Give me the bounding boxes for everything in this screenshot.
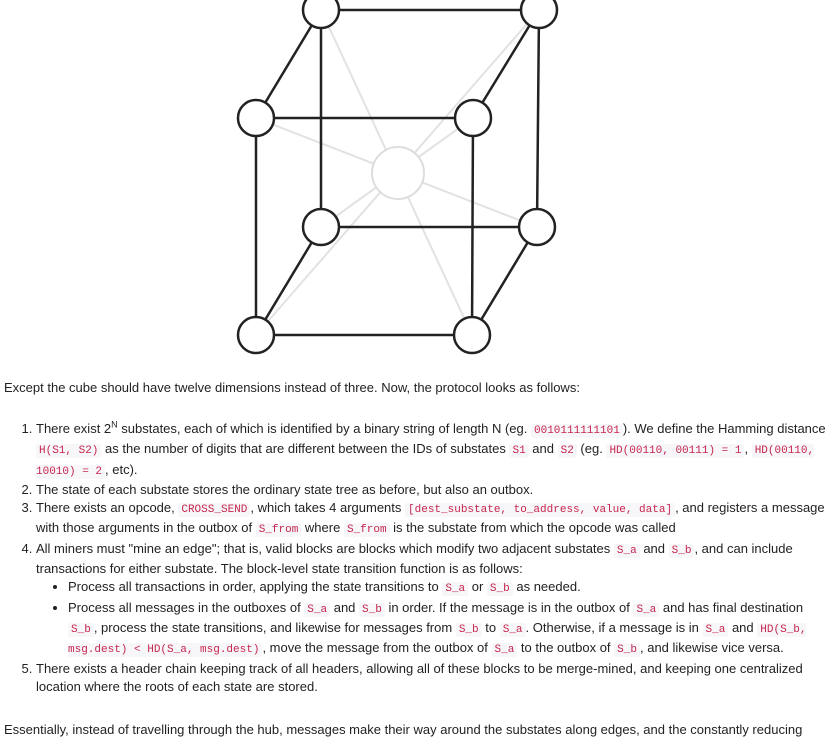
- inline-code: S_b: [456, 623, 482, 637]
- cube-node: [238, 317, 274, 353]
- inline-code: S_b: [359, 603, 385, 617]
- inline-code: [dest_substate, to_address, value, data]: [405, 503, 675, 517]
- inline-code: S_b: [614, 643, 640, 657]
- inline-code: S_a: [492, 643, 518, 657]
- substep-item: • Process all messages in the outboxes of S_a and S_b in order. If the message is in the outbox of S_a and has final destination S_b , process the state transitions, and likewise for messages from S_b to S_a . Otherwise, if a message is in S_a and HD(S_b, msg.dest) < HD(S_a, msg.dest) , move the message from the outbox of S_a to the outbox of S_b , and likewise vice versa.: [68, 599, 826, 660]
- cube-node: [454, 317, 490, 353]
- inline-code: H(S1, S2): [36, 444, 101, 458]
- inline-code: S_from: [344, 523, 390, 537]
- inline-code: HD(00110, 10010) = 2: [36, 445, 815, 478]
- step-item: 1. There exist $2^N$ substates, each of which is identified by a binary string of length N (eg. 0010111111101 ). We define the Hamming distance H(S1, S2) as the number of digits that are different between the IDs of substates S1 and S2 (eg. HD(00110, 00111) = 1 , HD(00110, 10010) = 2 , etc).: [36, 420, 826, 481]
- inline-code: HD(S_b, msg.dest) < HD(S_a, msg.dest): [68, 623, 807, 657]
- cube-node: [519, 209, 555, 245]
- step-item: 3. There exists an opcode, CROSS_SEND , which takes 4 arguments [dest_substate, to_address, value, data] , and registers a message with those arguments in the outbox of S_from where S_from is the substate from which the opcode was called: [36, 499, 826, 540]
- inline-code: S_a: [703, 623, 729, 637]
- substep-item: • Process all transactions in order, applying the state transitions to S_a or S_b as needed.: [68, 578, 826, 598]
- inline-code: CROSS_SEND: [178, 503, 250, 517]
- step-item: 4. All miners must "mine an edge"; that is, valid blocks are blocks which modify two adjacent substates S_a and S_b , and can include transactions for either substate. The block-level state transition function is as follows: • Process all transactions in order, applying the state transitions to S_a or S_b as needed. • Process all messages in the outboxes of S_a and S_b in order. If the message is in the outbox of S_a and has final destination S_b , process the state transitions, and likewise for messages from S_b to S_a . Otherwise, if a message is in S_a and HD(S_b, msg.dest) < HD(S_a, msg.dest) , move the message from the outbox of S_a to the outbox of S_b , and likewise vice versa.: [36, 540, 826, 660]
- step-item: 2. The state of each substate stores the ordinary state tree as before, but also an outbox.: [36, 481, 826, 499]
- inline-code: 0010111111101: [531, 424, 623, 438]
- inline-code: S1: [509, 444, 528, 458]
- hub-node: [372, 147, 424, 199]
- inline-code: S_a: [614, 544, 640, 558]
- cube-node: [455, 100, 491, 136]
- step-item: 5. There exists a header chain keeping track of all headers, allowing all of these blocks to be merge-mined, and keeping one centralized location where the roots of each state are stored.: [36, 660, 826, 697]
- cube-node: [303, 0, 339, 28]
- inline-code: S_from: [256, 523, 302, 537]
- protocol-steps: [0, 420, 826, 696]
- cube-node: [303, 209, 339, 245]
- inline-code: S_a: [633, 603, 659, 617]
- intro-paragraph: Except the cube should have twelve dimensions instead of three. Now, the protocol looks as follows:: [4, 380, 580, 395]
- inline-code: S_b: [68, 623, 94, 637]
- inline-code: S_b: [487, 582, 513, 596]
- transition-substeps: [36, 578, 826, 659]
- hypercube-figure: [0, 0, 804, 360]
- inline-code: S_a: [304, 603, 330, 617]
- cube-node: [238, 100, 274, 136]
- cube-node: [521, 0, 557, 28]
- inline-code: HD(00110, 00111) = 1: [606, 444, 744, 458]
- inline-code: S_a: [500, 623, 526, 637]
- inline-code: S2: [558, 444, 577, 458]
- inline-code: S_b: [669, 544, 695, 558]
- inline-code: S_a: [442, 582, 468, 596]
- outro-paragraph: Essentially, instead of travelling through the hub, messages make their way around the substates along edges, and the constantly reducing: [4, 722, 803, 737]
